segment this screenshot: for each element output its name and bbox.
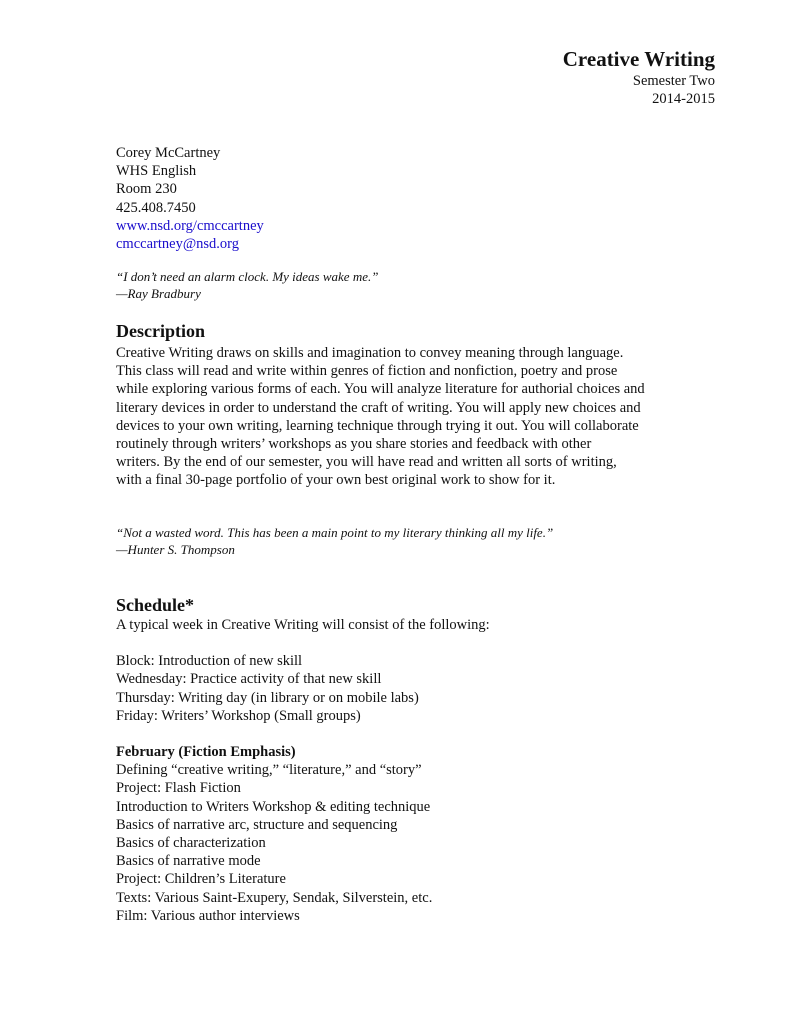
month-item: Project: Flash Fiction <box>116 780 241 797</box>
description-line: with a final 30-page portfolio of your own best original work to show for it. <box>116 472 556 489</box>
month-item: Film: Various author interviews <box>116 907 300 924</box>
week-item: Friday: Writers’ Workshop (Small groups) <box>116 707 361 724</box>
document-title: Creative Writing <box>562 47 715 71</box>
semester-label: Semester Two <box>632 73 715 89</box>
description-line: This class will read and write within genres of fiction and nonfiction, poetry and prose <box>116 363 618 380</box>
month-item: Basics of narrative mode <box>116 853 261 870</box>
quote-text: “I don’t need an alarm clock. My ideas wake me.” <box>116 269 379 284</box>
teacher-name: Corey McCartney <box>116 145 221 161</box>
month-item: Basics of narrative arc, structure and sequencing <box>116 816 398 833</box>
week-item: Block: Introduction of new skill <box>116 653 303 670</box>
week-item: Thursday: Writing day (in library or on mobile labs) <box>116 689 419 706</box>
schedule-block <box>116 616 716 925</box>
month-item: Defining “creative writing,” “literature,” and “story” <box>116 762 422 779</box>
week-item: Wednesday: Practice activity of that new skill <box>116 671 382 688</box>
description-line: routinely through writers’ workshops as you share stories and feedback with other <box>116 436 592 453</box>
quote-author: —Hunter S. Thompson <box>116 542 235 557</box>
description-line: literary devices in order to understand the craft of writing. You will apply new choices and <box>116 399 641 416</box>
website-link[interactable]: www.nsd.org/cmccartney <box>116 217 264 234</box>
quote-author: —Ray Bradbury <box>116 286 201 301</box>
school-year: 2014-2015 <box>652 91 715 107</box>
description-line: Creative Writing draws on skills and imagination to convey meaning through language. <box>116 345 624 361</box>
month-item: Texts: Various Saint-Exupery, Sendak, Silverstein, etc. <box>116 889 433 906</box>
month-item: Introduction to Writers Workshop & editing technique <box>116 798 431 815</box>
schedule-heading: Schedule* <box>116 595 195 615</box>
month-item: Basics of characterization <box>116 835 266 852</box>
description-heading: Description <box>116 321 205 341</box>
document-header <box>563 46 715 108</box>
description-paragraph <box>116 344 716 490</box>
contact-block <box>116 144 716 253</box>
quote-thompson <box>116 524 716 558</box>
quote-bradbury <box>116 268 716 302</box>
description-line: devices to your own writing, learning technique through trying it out. You will collaborate <box>116 417 639 434</box>
schedule-intro: A typical week in Creative Writing will consist of the following: <box>116 617 490 633</box>
email-link[interactable]: cmccartney@nsd.org <box>116 236 240 253</box>
description-line: while exploring various forms of each. You will analyze literature for authorial choices and <box>116 381 645 398</box>
room-number: Room 230 <box>116 181 177 198</box>
quote-text: “Not a wasted word. This has been a main point to my literary thinking all my life.” <box>116 525 554 540</box>
month-item: Project: Children’s Literature <box>116 871 286 888</box>
phone-number: 425.408.7450 <box>116 199 196 216</box>
description-line: writers. By the end of our semester, you will have read and written all sorts of writing, <box>116 454 617 471</box>
month-heading: February (Fiction Emphasis) <box>116 744 296 761</box>
department: WHS English <box>116 163 197 180</box>
